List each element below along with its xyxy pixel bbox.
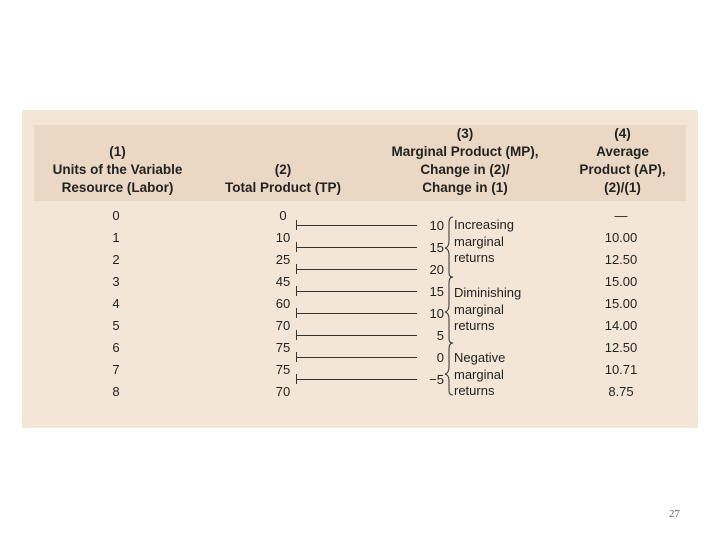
connector-line xyxy=(297,379,417,380)
total-product-cell: 60 xyxy=(275,296,291,311)
average-product-cell: 12.50 xyxy=(604,252,638,267)
total-product-cell: 0 xyxy=(279,208,287,223)
zone-negative-line-2: marginal xyxy=(454,366,504,382)
labor-cell: 8 xyxy=(112,384,120,399)
zone-diminishing-line-3: returns xyxy=(454,318,495,333)
zone-negative-line-3: returns xyxy=(454,383,495,398)
labor-cell: 0 xyxy=(112,208,120,223)
header-col-4-line-3: (2)/(1) xyxy=(604,180,641,195)
average-product-cell: 8.75 xyxy=(608,384,634,399)
marginal-product-cell: 15 xyxy=(429,240,444,255)
zone-increasing xyxy=(454,217,514,267)
zone-increasing-line-3: returns xyxy=(454,250,495,265)
marginal-product-cell: 10 xyxy=(429,306,444,321)
header-col-2-line-1: Total Product (TP) xyxy=(225,180,341,195)
header-col-1 xyxy=(40,143,195,197)
header-col-1-line-2: Resource (Labor) xyxy=(61,180,174,195)
total-product-cell: 25 xyxy=(275,252,291,267)
marginal-product-cell: −5 xyxy=(429,372,444,387)
average-product-cell: — xyxy=(614,208,628,223)
connector-line xyxy=(297,269,417,270)
zone-negative-line-1: Negative xyxy=(454,350,506,365)
labor-cell: 4 xyxy=(112,296,120,311)
marginal-product-cell: 15 xyxy=(429,284,444,299)
marginal-product-cell: 20 xyxy=(429,262,444,277)
zone-diminishing-line-2: marginal xyxy=(454,301,504,317)
labor-cell: 7 xyxy=(112,362,120,377)
connector-line xyxy=(297,335,417,336)
zone-negative xyxy=(454,350,505,400)
brace-diminishing xyxy=(445,277,453,343)
labor-cell: 2 xyxy=(112,252,120,267)
connector-line xyxy=(297,313,417,314)
header-col-4 xyxy=(565,125,680,197)
header-col-1-num: (1) xyxy=(109,144,126,159)
average-product-cell: 10.00 xyxy=(604,230,638,245)
header-col-4-num: (4) xyxy=(614,126,631,141)
marginal-product-cell: 0 xyxy=(436,350,444,365)
header-col-3-line-2: Change in (2)/ xyxy=(420,162,510,177)
marginal-product-cell: 5 xyxy=(436,328,444,343)
total-product-cell: 10 xyxy=(275,230,291,245)
header-col-3-line-3: Change in (1) xyxy=(422,180,508,195)
labor-cell: 3 xyxy=(112,274,120,289)
zone-diminishing xyxy=(454,285,521,335)
average-product-cell: 15.00 xyxy=(604,274,638,289)
header-col-3 xyxy=(375,125,555,197)
total-product-cell: 45 xyxy=(275,274,291,289)
zone-increasing-line-2: marginal xyxy=(454,233,504,249)
header-col-2-num: (2) xyxy=(274,162,292,177)
header-col-3-num: (3) xyxy=(456,126,474,141)
total-product-cell: 75 xyxy=(275,362,291,377)
header-col-3-line-1: Marginal Product (MP), xyxy=(391,144,539,159)
connector-line xyxy=(297,291,417,292)
average-product-cell: 14.00 xyxy=(604,318,638,333)
connector-line xyxy=(297,357,417,358)
total-product-cell: 75 xyxy=(275,340,291,355)
labor-cell: 5 xyxy=(112,318,120,333)
header-col-4-line-2: Product (AP), xyxy=(579,162,666,177)
average-product-cell: 10.71 xyxy=(604,362,638,377)
total-product-cell: 70 xyxy=(275,318,291,333)
header-col-1-line-1: Units of the Variable xyxy=(52,162,183,177)
zone-increasing-line-1: Increasing xyxy=(454,217,514,232)
connector-line xyxy=(297,247,417,248)
header-col-4-line-1: Average xyxy=(596,144,649,159)
total-product-cell: 70 xyxy=(275,384,291,399)
labor-cell: 1 xyxy=(112,230,120,245)
header-col-2 xyxy=(208,161,358,197)
marginal-product-cell: 10 xyxy=(429,218,444,233)
average-product-cell: 15.00 xyxy=(604,296,638,311)
zone-diminishing-line-1: Diminishing xyxy=(454,285,522,300)
average-product-cell: 12.50 xyxy=(604,340,638,355)
brace-negative xyxy=(445,343,453,395)
page-number: 27 xyxy=(669,508,680,520)
brace-increasing xyxy=(445,217,453,277)
labor-cell: 6 xyxy=(112,340,120,355)
connector-line xyxy=(297,225,417,226)
